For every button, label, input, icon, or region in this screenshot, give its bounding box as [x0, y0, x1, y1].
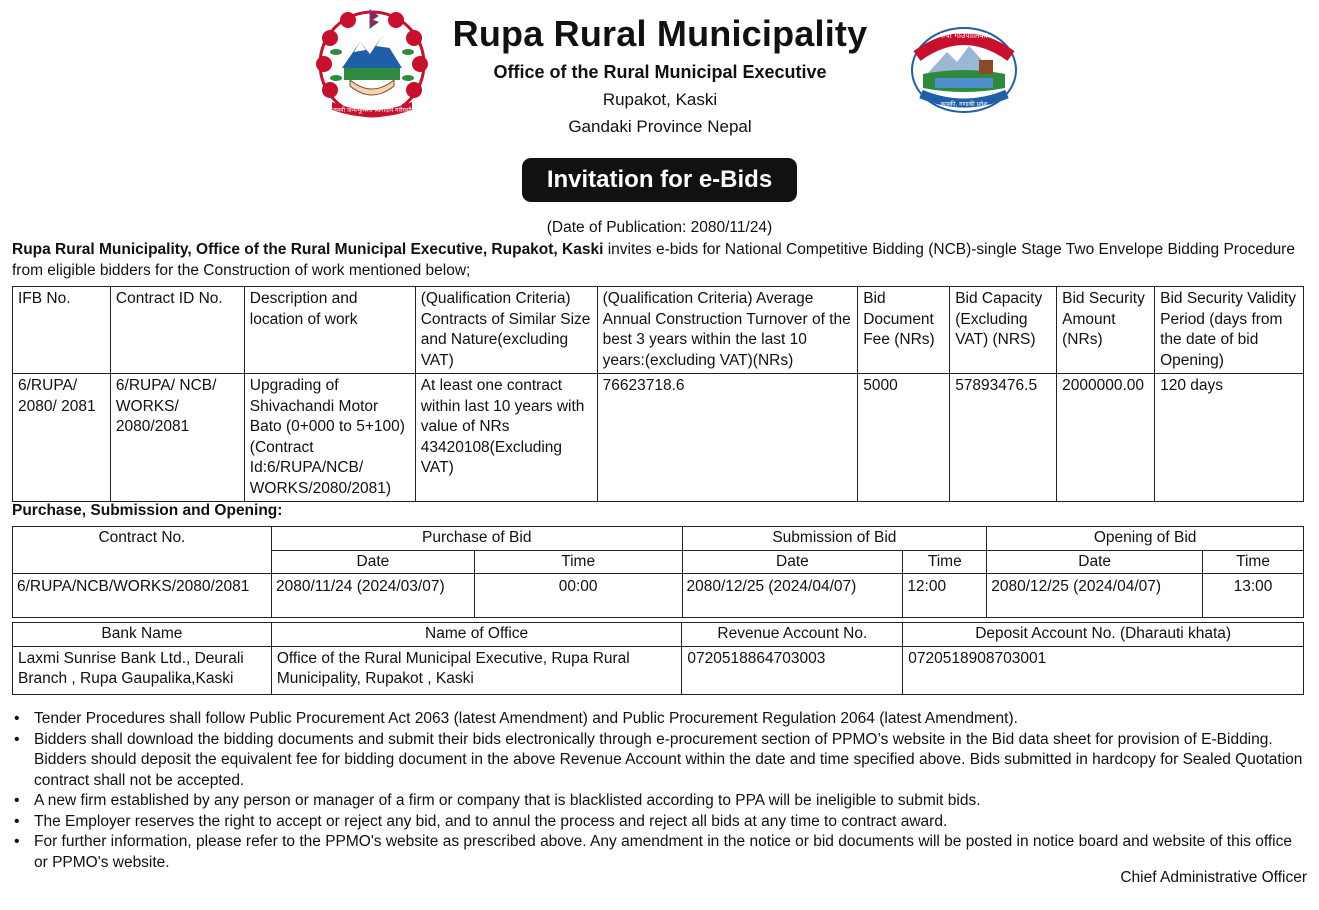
notice-header: [380, 12, 940, 140]
invitation-banner: Invitation for e-Bids: [522, 158, 797, 202]
header-submission-time: Time: [903, 550, 987, 574]
table-row: [13, 374, 1304, 502]
header-bid-security: Bid Security Amount (NRs): [1057, 287, 1155, 374]
bid-table-header-row: [13, 287, 1304, 374]
header-description: Description and location of work: [244, 287, 415, 374]
notes-list: [12, 709, 1308, 873]
cell-submission-time: 12:00: [903, 574, 987, 618]
address-line-1: Rupakot, Kaski: [602, 90, 718, 109]
header-bid-capacity: Bid Capacity (Excluding VAT) (NRS): [950, 287, 1057, 374]
list-item: • The Employer reserves the right to accept or reject any bid, and to annul the process and reject all bids at any time to contract award.: [12, 812, 1308, 833]
intro-bold: Rupa Rural Municipality, Office of the Rural Municipal Executive, Rupakot, Kaski: [12, 241, 604, 258]
header-contract-no: Contract No.: [13, 527, 272, 574]
cell-opening-date: 2080/12/25 (2024/04/07): [987, 574, 1203, 618]
header-document-fee: Bid Document Fee (NRs): [858, 287, 950, 374]
header-deposit-account: Deposit Account No. (Dharauti khata): [903, 623, 1304, 647]
cell-average-turnover: 76623718.6: [597, 374, 858, 502]
header-submission-of-bid: Submission of Bid: [682, 527, 987, 551]
list-item: • For further information, please refer to the PPMO's website as prescribed above. Any amendment in the notice or bid documents will be posted in notice board and website of this office or PPMO's website.: [12, 832, 1308, 873]
bank-header-row: [13, 623, 1304, 647]
publication-date: (Date of Publication: 2080/11/24): [546, 219, 773, 236]
cell-description: Upgrading of Shivachandi Motor Bato (0+000 to 5+100)(Contract Id:6/RUPA/NCB/ WORKS/2080/2081): [244, 374, 415, 502]
address-line-2: Gandaki Province Nepal: [568, 117, 752, 136]
list-item: • Tender Procedures shall follow Public Procurement Act 2063 (latest Amendment) and Public Procurement Regulation 2064 (latest Amendment).: [12, 709, 1308, 730]
municipality-title: Rupa Rural Municipality: [452, 13, 868, 54]
cell-document-fee: 5000: [858, 374, 950, 502]
table-row: [13, 646, 1304, 694]
header-submission-date: Date: [682, 550, 903, 574]
header-purchase-of-bid: Purchase of Bid: [271, 527, 682, 551]
cell-submission-date: 2080/12/25 (2024/04/07): [682, 574, 903, 618]
header-opening-time: Time: [1203, 550, 1304, 574]
cell-bid-capacity: 57893476.5: [950, 374, 1057, 502]
cell-validity-period: 120 days: [1155, 374, 1304, 502]
header-opening-date: Date: [987, 550, 1203, 574]
header-office-name: Name of Office: [271, 623, 682, 647]
signature-title: Chief Administrative Officer: [1120, 869, 1307, 886]
cell-bank-name: Laxmi Sunrise Bank Ltd., Deurali Branch , Rupa Gaupalika,Kaski: [13, 646, 272, 694]
cell-office-name: Office of the Rural Municipal Executive, Rupa Rural Municipality, Rupakot , Kaski: [271, 646, 682, 694]
header-revenue-account: Revenue Account No.: [682, 623, 903, 647]
intro-paragraph: [12, 239, 1308, 281]
table-row: [13, 574, 1304, 618]
list-item: • Bidders shall download the bidding documents and submit their bids electronically through e-procurement section of PPMO’s website in the Bid data sheet for provision of E-Bidding. Bidders should deposit the equivalent fee for bidding document in the above Revenue Account within the date and time specified above. Bids submitted in hardcopy for Sealed Quotation contract shall not be accepted.: [12, 730, 1308, 792]
header-purchase-date: Date: [271, 550, 474, 574]
schedule-table: [12, 526, 1304, 618]
cell-deposit-account: 0720518908703001: [903, 646, 1304, 694]
cell-ifb-no: 6/RUPA/ 2080/ 2081: [13, 374, 111, 502]
bank-details-table: [12, 622, 1304, 695]
schedule-header-row: [13, 527, 1304, 551]
header-validity-period: Bid Security Validity Period (days from the date of bid Opening): [1155, 287, 1304, 374]
header-average-turnover: (Qualification Criteria) Average Annual Construction Turnover of the best 3 years within the last 10 years:(excluding VAT)(NRs): [597, 287, 858, 374]
cell-purchase-date: 2080/11/24 (2024/03/07): [271, 574, 474, 618]
header-purchase-time: Time: [474, 550, 682, 574]
cell-contract-id: 6/RUPA/ NCB/ WORKS/ 2080/2081: [110, 374, 244, 502]
header-ifb-no: IFB No.: [13, 287, 111, 374]
header-contract-id: Contract ID No.: [110, 287, 244, 374]
cell-opening-time: 13:00: [1203, 574, 1304, 618]
bid-details-table: [12, 286, 1304, 502]
cell-bid-security: 2000000.00: [1057, 374, 1155, 502]
intro-rest: invites e-bids for National Competitive Bidding (NCB)-single Stage Two Envelope Bidding Procedure from eligible bidders for the Construction of work mentioned below;: [12, 241, 1295, 279]
list-item: • A new firm established by any person or manager of a firm or company that is blacklisted according to PPA will be ineligible to submit bids.: [12, 791, 1308, 812]
cell-similar-contracts: At least one contract within last 10 years with value of NRs 43420108(Excluding VAT): [415, 374, 597, 502]
header-bank-name: Bank Name: [13, 623, 272, 647]
emblem-motto: जननी जन्मभूमिश्च स्वर्गादपि गरीयसी: [332, 107, 412, 114]
header-similar-contracts: (Qualification Criteria) Contracts of Similar Size and Nature(excluding VAT): [415, 287, 597, 374]
cell-contract-no: 6/RUPA/NCB/WORKS/2080/2081: [13, 574, 272, 618]
cell-revenue-account: 0720518864703003: [682, 646, 903, 694]
office-subtitle: Office of the Rural Municipal Executive: [493, 62, 827, 82]
logo-bottom-text: कास्की, गण्डकी प्रदेश: [940, 101, 988, 108]
schedule-heading: Purchase, Submission and Opening:: [12, 502, 283, 519]
header-opening-of-bid: Opening of Bid: [987, 527, 1304, 551]
logo-top-text: रुपा गाउँपालिका: [940, 31, 988, 40]
cell-purchase-time: 00:00: [474, 574, 682, 618]
